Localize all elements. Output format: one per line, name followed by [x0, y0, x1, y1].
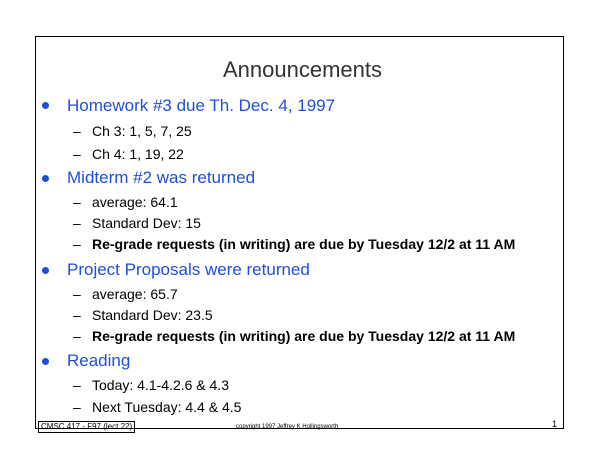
sub-dash: –: [73, 377, 81, 393]
sub-item: average: 65.7: [92, 286, 178, 302]
sub-item: Standard Dev: 23.5: [92, 307, 213, 323]
sub-item: average: 64.1: [92, 194, 178, 210]
bullet-item-homework: Homework #3 due Th. Dec. 4, 1997: [67, 96, 336, 115]
sub-dash: –: [73, 399, 81, 415]
bullet-item-reading: Reading: [67, 351, 131, 370]
sub-dash: –: [73, 286, 81, 302]
sub-dash: –: [73, 123, 81, 139]
sub-dash: –: [73, 328, 81, 344]
footer-copyright: copyright 1997 Jeffrey K Hollingsworth: [236, 424, 339, 430]
bullet-dot: [42, 358, 49, 365]
bullet-dot: [42, 175, 49, 182]
sub-dash: –: [73, 215, 81, 231]
sub-dash: –: [73, 146, 81, 162]
sub-item: Today: 4.1-4.2.6 & 4.3: [92, 377, 229, 393]
sub-dash: –: [73, 194, 81, 210]
sub-dash: –: [73, 236, 81, 252]
bullet-item-midterm: Midterm #2 was returned: [67, 168, 256, 187]
sub-item: Ch 3: 1, 5, 7, 25: [92, 123, 192, 139]
bullet-dot: [42, 102, 49, 109]
sub-item: Next Tuesday: 4.4 & 4.5: [92, 399, 242, 415]
sub-item: Standard Dev: 15: [92, 215, 201, 231]
bullet-item-project-proposals: Project Proposals were returned: [67, 260, 310, 279]
sub-item: Ch 4: 1, 19, 22: [92, 146, 184, 162]
sub-item: Re-grade requests (in writing) are due by Tuesday 12/2 at 11 AM: [92, 236, 516, 252]
sub-dash: –: [73, 307, 81, 323]
slide-title: Announcements: [223, 57, 382, 82]
footer-course-label: CMSC 417 - F97 (lect 22): [38, 421, 135, 433]
sub-item: Re-grade requests (in writing) are due by Tuesday 12/2 at 11 AM: [92, 328, 516, 344]
bullet-dot: [42, 267, 49, 274]
page-number: 1: [552, 419, 558, 429]
